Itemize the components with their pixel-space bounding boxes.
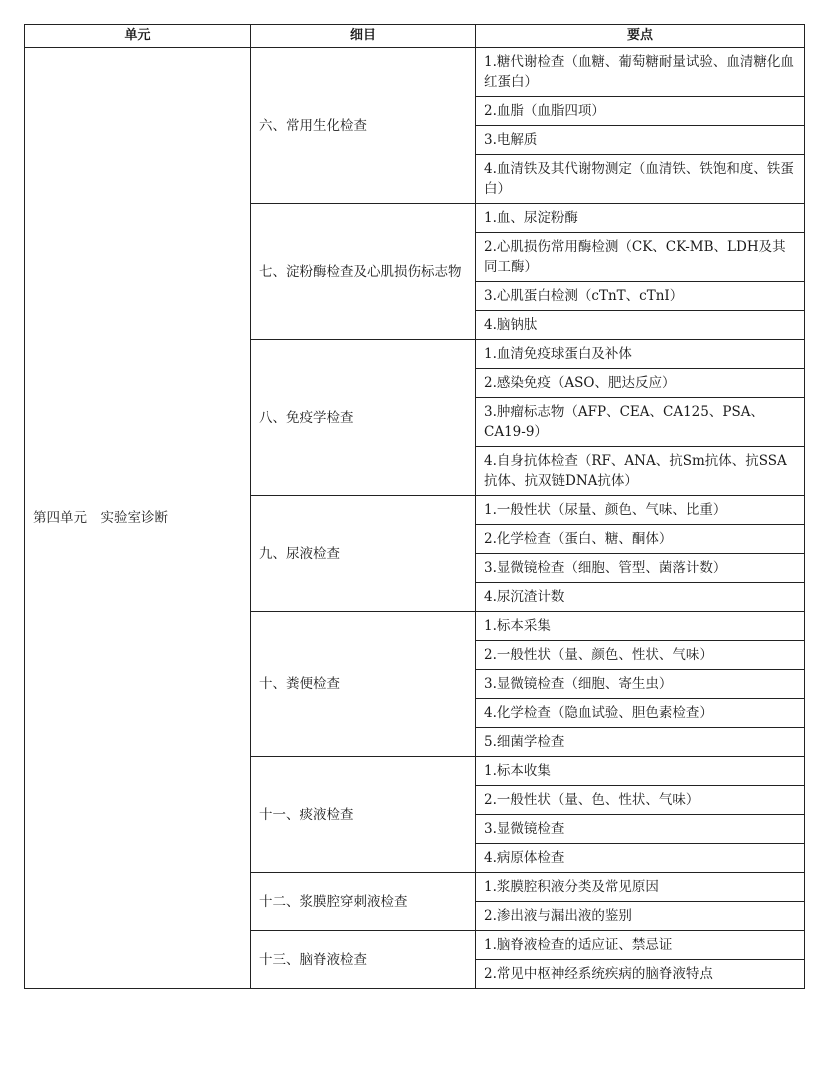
point-cell: 1.一般性状（尿量、颜色、气味、比重） [476, 496, 805, 525]
point-cell: 1.糖代谢检查（血糖、葡萄糖耐量试验、血清糖化血红蛋白） [476, 48, 805, 97]
point-cell: 3.电解质 [476, 126, 805, 155]
point-cell: 1.浆膜腔积液分类及常见原因 [476, 873, 805, 902]
subunit-cell: 十、粪便检查 [251, 612, 476, 757]
point-cell: 2.化学检查（蛋白、糖、酮体） [476, 525, 805, 554]
subunit-cell: 十一、痰液检查 [251, 757, 476, 873]
point-cell: 2.一般性状（量、色、性状、气味） [476, 786, 805, 815]
point-cell: 2.血脂（血脂四项） [476, 97, 805, 126]
point-cell: 2.一般性状（量、颜色、性状、气味） [476, 641, 805, 670]
point-cell: 3.肿瘤标志物（AFP、CEA、CA125、PSA、CA19-9） [476, 398, 805, 447]
unit-cell: 第四单元 实验室诊断 [25, 48, 251, 989]
point-cell: 1.标本采集 [476, 612, 805, 641]
subunit-cell: 十三、脑脊液检查 [251, 931, 476, 989]
header-subunit: 细目 [251, 25, 476, 48]
point-cell: 4.血清铁及其代谢物测定（血清铁、铁饱和度、铁蛋白） [476, 155, 805, 204]
point-cell: 2.心肌损伤常用酶检测（CK、CK-MB、LDH及其同工酶） [476, 233, 805, 282]
point-cell: 1.血清免疫球蛋白及补体 [476, 340, 805, 369]
subunit-cell: 七、淀粉酶检查及心肌损伤标志物 [251, 204, 476, 340]
subunit-cell: 六、常用生化检查 [251, 48, 476, 204]
table-body [25, 48, 805, 989]
point-cell: 1.血、尿淀粉酶 [476, 204, 805, 233]
point-cell: 1.脑脊液检查的适应证、禁忌证 [476, 931, 805, 960]
point-cell: 4.自身抗体检查（RF、ANA、抗Sm抗体、抗SSA抗体、抗双链DNA抗体） [476, 447, 805, 496]
syllabus-table [24, 24, 805, 989]
header-row [25, 25, 805, 48]
subunit-cell: 九、尿液检查 [251, 496, 476, 612]
point-cell: 3.心肌蛋白检测（cTnT、cTnI） [476, 282, 805, 311]
subunit-cell: 八、免疫学检查 [251, 340, 476, 496]
table-row [25, 48, 805, 97]
header-points: 要点 [476, 25, 805, 48]
point-cell: 4.尿沉渣计数 [476, 583, 805, 612]
point-cell: 3.显微镜检查（细胞、寄生虫） [476, 670, 805, 699]
point-cell: 2.常见中枢神经系统疾病的脑脊液特点 [476, 960, 805, 989]
subunit-cell: 十二、浆膜腔穿刺液检查 [251, 873, 476, 931]
point-cell: 4.病原体检查 [476, 844, 805, 873]
point-cell: 3.显微镜检查 [476, 815, 805, 844]
point-cell: 4.脑钠肽 [476, 311, 805, 340]
point-cell: 2.感染免疫（ASO、肥达反应） [476, 369, 805, 398]
header-unit: 单元 [25, 25, 251, 48]
point-cell: 1.标本收集 [476, 757, 805, 786]
point-cell: 2.渗出液与漏出液的鉴别 [476, 902, 805, 931]
point-cell: 4.化学检查（隐血试验、胆色素检查） [476, 699, 805, 728]
point-cell: 3.显微镜检查（细胞、管型、菌落计数） [476, 554, 805, 583]
point-cell: 5.细菌学检查 [476, 728, 805, 757]
